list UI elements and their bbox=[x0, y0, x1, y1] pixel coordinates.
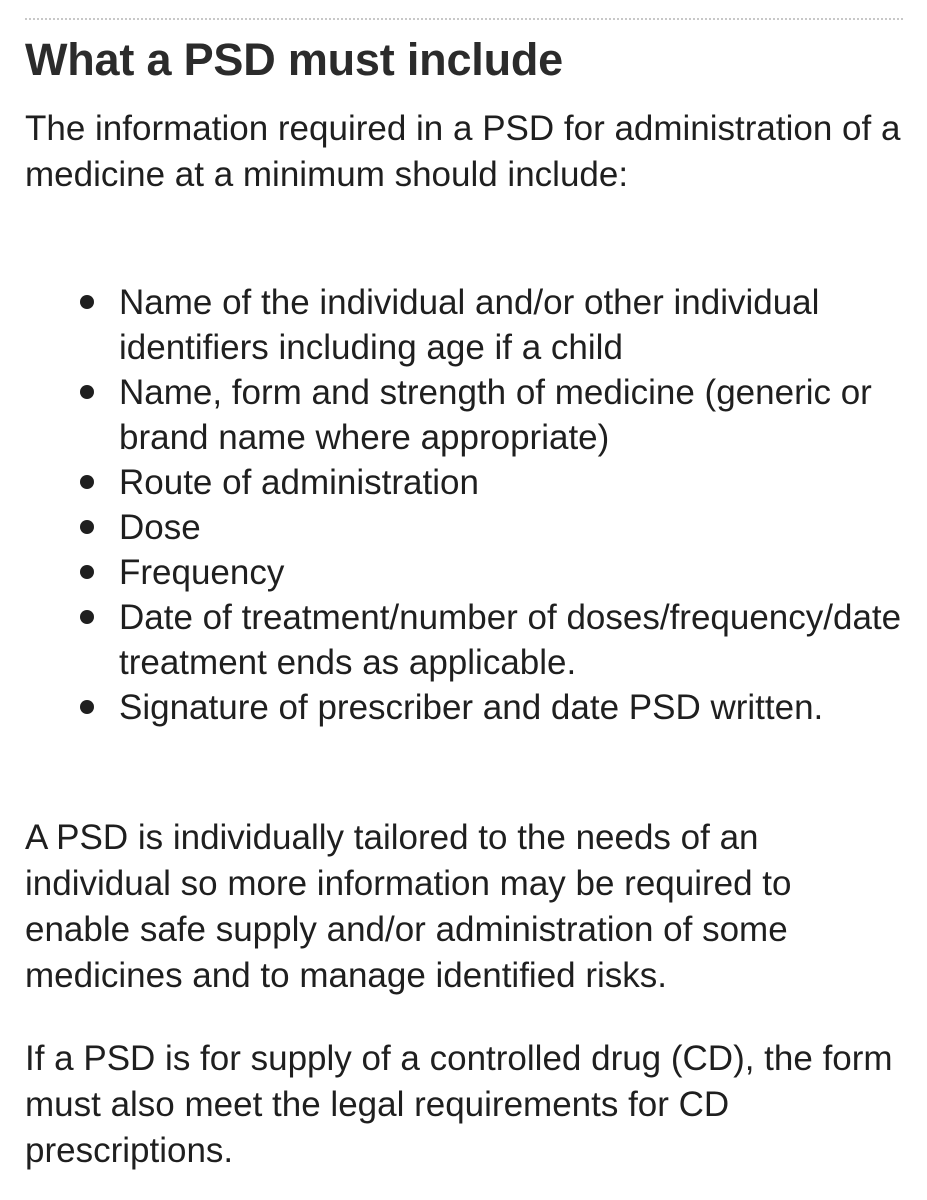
bullet-dot-icon bbox=[80, 700, 94, 714]
bullet-dot-icon bbox=[80, 610, 94, 624]
list-item-text: Route of administration bbox=[119, 463, 479, 502]
list-item-text: Dose bbox=[119, 508, 201, 547]
bullet-dot-icon bbox=[80, 475, 94, 489]
intro-paragraph: The information required in a PSD for administration of a medicine at a minimum should include: bbox=[25, 109, 901, 194]
controlled-drug-paragraph: If a PSD is for supply of a controlled drug (CD), the form must also meet the legal requirements for CD prescriptions. bbox=[25, 1039, 893, 1170]
bullet-dot-icon bbox=[80, 295, 94, 309]
list-item bbox=[0, 550, 927, 595]
list-item bbox=[0, 370, 927, 460]
dotted-divider bbox=[25, 18, 903, 20]
bullet-dot-icon bbox=[80, 520, 94, 534]
bullet-dot-icon bbox=[80, 565, 94, 579]
list-item bbox=[0, 460, 927, 505]
bullet-dot-icon bbox=[80, 385, 94, 399]
tailoring-paragraph: A PSD is individually tailored to the needs of an individual so more information may be required to enable safe supply and/or administration of some medicines and to manage identified risks. bbox=[25, 818, 792, 995]
requirements-list bbox=[0, 280, 927, 730]
list-item bbox=[0, 280, 927, 370]
list-item bbox=[0, 595, 927, 685]
list-item-text: Frequency bbox=[119, 553, 285, 592]
list-item-text: Name of the individual and/or other individual identifiers including age if a child bbox=[119, 283, 820, 367]
list-item-text: Signature of prescriber and date PSD written. bbox=[119, 688, 824, 727]
list-item bbox=[0, 505, 927, 550]
list-item bbox=[0, 685, 927, 730]
section-heading: What a PSD must include bbox=[25, 34, 563, 85]
list-item-text: Date of treatment/number of doses/frequency/date treatment ends as applicable. bbox=[119, 598, 902, 682]
list-item-text: Name, form and strength of medicine (generic or brand name where appropriate) bbox=[119, 373, 872, 457]
